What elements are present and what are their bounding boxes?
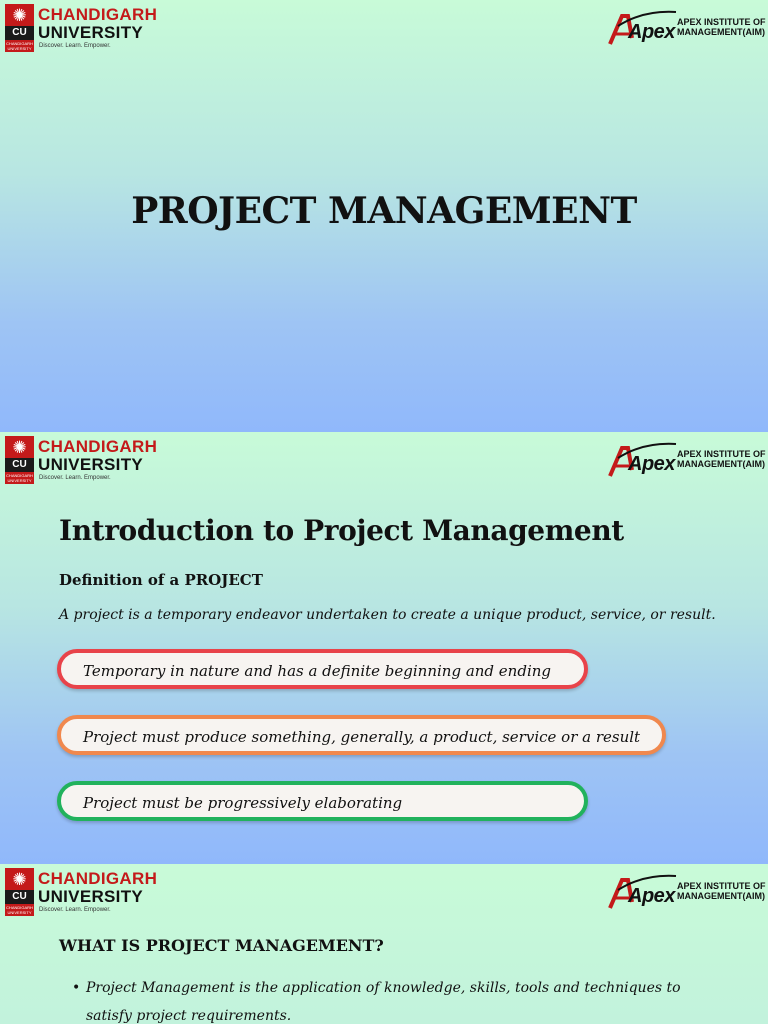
chandigarh-university-logo: [5, 436, 158, 484]
chandigarh-university-logo: [5, 4, 158, 52]
apex-institute-name: [677, 17, 766, 37]
slide-introduction: [0, 432, 768, 864]
cu-name-line2: UNIVERSITY: [38, 455, 144, 474]
emblem-star-icon: ✺: [12, 438, 27, 458]
cu-name-line1: CHANDIGARH: [38, 5, 158, 24]
pill-text: Project must be progressively elaborating: [83, 794, 403, 812]
apex-word: Apex: [628, 453, 675, 475]
pill-text: Project must produce something, generally, a product, service or a result: [83, 728, 641, 746]
section-heading: WHAT IS PROJECT MANAGEMENT?: [59, 936, 384, 955]
apex-line2: MANAGEMENT(AIM): [677, 459, 765, 469]
cu-name-line2: UNIVERSITY: [38, 23, 144, 42]
emblem-star-icon: ✺: [12, 6, 27, 26]
cu-emblem-small-text: CHANDIGARH UNIVERSITY: [6, 905, 33, 915]
apex-institute-logo: [608, 440, 764, 480]
cu-emblem: [5, 4, 34, 52]
cu-tagline: Discover. Learn. Empower.: [39, 475, 111, 481]
apex-line2: MANAGEMENT(AIM): [677, 891, 765, 901]
cu-emblem-text: CU: [5, 26, 34, 40]
characteristic-pill-produce: [57, 715, 666, 755]
apex-institute-name: [677, 449, 766, 469]
cu-tagline: Discover. Learn. Empower.: [39, 907, 111, 913]
slide-what-is-pm: [0, 864, 768, 1024]
emblem-star-icon: ✺: [12, 870, 27, 890]
bullet-dot-icon: •: [72, 980, 81, 996]
cu-emblem-text: CU: [5, 458, 34, 472]
slide-title: Introduction to Project Management: [59, 514, 624, 547]
slide-main-title: PROJECT MANAGEMENT: [131, 190, 637, 232]
bullet-item: [72, 974, 712, 1024]
apex-line1: APEX INSTITUTE OF: [677, 449, 766, 459]
cu-tagline: Discover. Learn. Empower.: [39, 43, 111, 49]
cu-emblem: [5, 436, 34, 484]
characteristic-pill-temporary: [57, 649, 588, 689]
apex-institute-logo: [608, 872, 764, 912]
apex-line1: APEX INSTITUTE OF: [677, 17, 766, 27]
cu-name-line1: CHANDIGARH: [38, 437, 158, 456]
characteristic-pill-elaborating: [57, 781, 588, 821]
definition-text: A project is a temporary endeavor undertaken to create a unique product, service, or result.: [59, 607, 716, 623]
cu-emblem-small-text: CHANDIGARH UNIVERSITY: [6, 41, 33, 51]
slide-title: [0, 0, 768, 432]
bullet-text: Project Management is the application of knowledge, skills, tools and techniques to satisfy project requirements.: [86, 980, 681, 1024]
chandigarh-university-logo: [5, 868, 158, 916]
apex-line2: MANAGEMENT(AIM): [677, 27, 765, 37]
apex-line1: APEX INSTITUTE OF: [677, 881, 766, 891]
cu-emblem-text: CU: [5, 890, 34, 904]
cu-emblem-small-text: CHANDIGARH UNIVERSITY: [6, 473, 33, 483]
apex-word: Apex: [628, 21, 675, 43]
cu-name-line2: UNIVERSITY: [38, 887, 144, 906]
definition-heading: Definition of a PROJECT: [59, 571, 263, 589]
apex-word: Apex: [628, 885, 675, 907]
cu-emblem: [5, 868, 34, 916]
cu-name-line1: CHANDIGARH: [38, 869, 158, 888]
pill-text: Temporary in nature and has a definite beginning and ending: [83, 662, 552, 680]
apex-institute-name: [677, 881, 766, 901]
apex-institute-logo: [608, 8, 764, 48]
